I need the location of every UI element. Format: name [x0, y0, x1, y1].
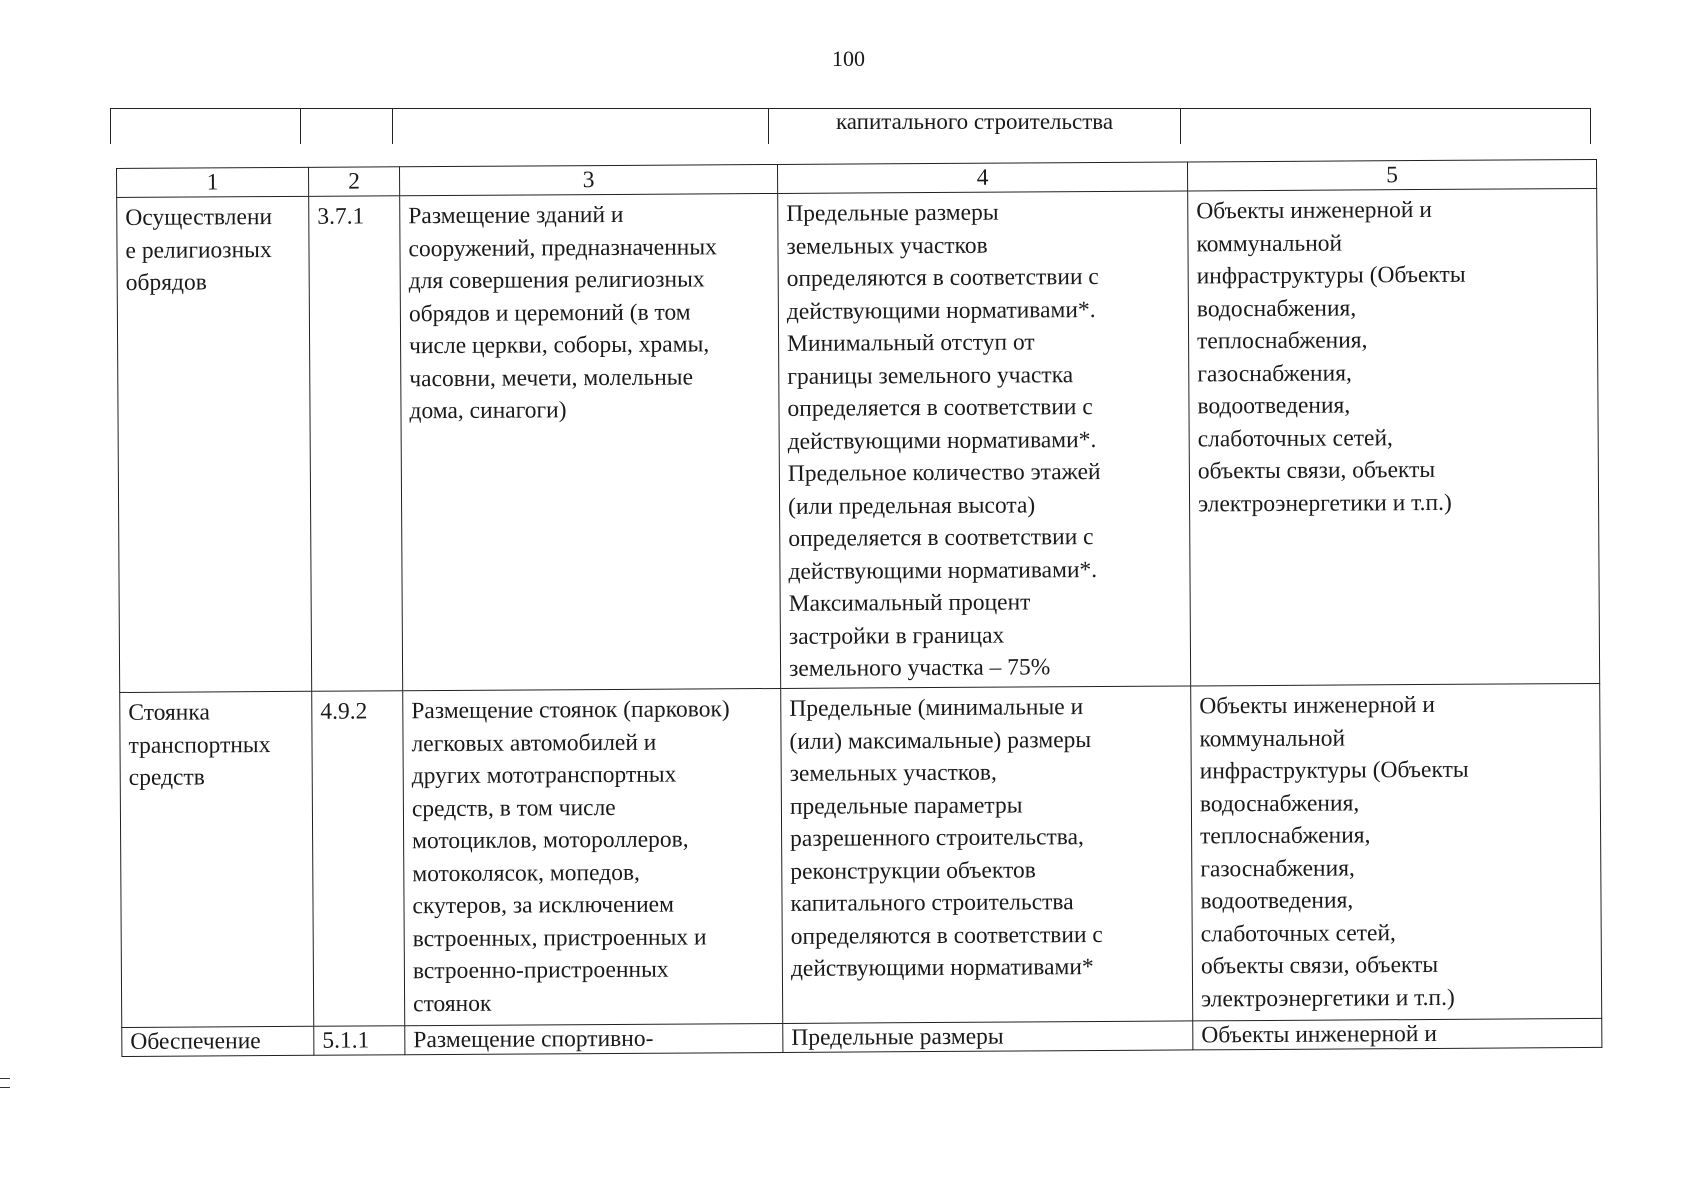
page-number: 100	[832, 46, 865, 71]
continuation-cell-1	[111, 109, 301, 145]
table-row	[117, 188, 1600, 692]
use-description-cell: Размещение спортивно-	[405, 1023, 783, 1054]
use-code-cell: 5.1.1	[314, 1026, 405, 1056]
use-description-cell: Размещение стоянок (парковок) легковых автомобилей и других мототранспортных средств, в том числе мотоциклов, мотороллеров, мотоколясок, мопедов, скутеров, за исключением встроенных, пристроенных и встроенно-пристроенных стоянок	[403, 688, 783, 1025]
continuation-cell-4: капитального строительства	[769, 109, 1181, 145]
auxiliary-objects-cell: Объекты инженерной и коммунальной инфраструктуры (Объекты водоснабжения, теплоснабжения, газоснабжения, водоотведения, слаботочных сетей, объекты связи, объекты электроэнергетики и т.п.)	[1188, 188, 1600, 685]
land-use-table	[116, 159, 1602, 1057]
column-header: 4	[777, 162, 1187, 194]
column-header: 5	[1187, 159, 1596, 190]
auxiliary-objects-cell: Объекты инженерной и	[1193, 1018, 1602, 1049]
continuation-cell-3	[393, 109, 769, 145]
column-header: 3	[399, 164, 777, 195]
column-header: 1	[117, 167, 309, 197]
use-name-cell: Стоянка транспортных средств	[120, 691, 314, 1027]
use-name-cell: Осуществлени е религиозных обрядов	[117, 196, 312, 692]
use-name-cell: Обеспечение	[122, 1026, 314, 1056]
auxiliary-objects-cell: Объекты инженерной и коммунальной инфраструктуры (Объекты водоснабжения, теплоснабжения, газоснабжения, водоотведения, слаботочных сетей, объекты связи, объекты электроэнергетики и т.п.)	[1191, 683, 1602, 1020]
table-row	[120, 683, 1602, 1027]
use-description-cell: Размещение зданий и сооружений, предназначенных для совершения религиозных обрядов и церемоний (в том числе церкви, соборы, храмы, часовни, мечети, молельные дома, синагоги)	[400, 193, 781, 690]
parameters-cell: Предельные размеры	[783, 1021, 1193, 1053]
parameters-cell: Предельные размеры земельных участков определяются в соответствии с действующими нормативами*. Минимальный отступ от границы земельного участка определяется в соответствии с действующими нормативами*. Предельное количество этажей (или предельная высота) определяется в соответствии с действующими нормативами*. Максимальный процент застройки в границах земельного участка – 75%	[778, 191, 1191, 688]
parameters-cell: Предельные (минимальные и (или) максимальные) размеры земельных участков, предельные параметры разрешенного строительства, реконструкции объектов капитального строительства определяются в соответствии с действующими нормативами*	[781, 686, 1193, 1023]
scan-edge-mark	[0, 1078, 10, 1088]
continuation-row	[110, 108, 1591, 144]
continuation-cell-5	[1181, 109, 1591, 145]
continuation-cell-2	[301, 109, 393, 145]
column-header: 2	[308, 167, 399, 197]
use-code-cell: 4.9.2	[312, 691, 405, 1027]
use-code-cell: 3.7.1	[309, 196, 403, 692]
